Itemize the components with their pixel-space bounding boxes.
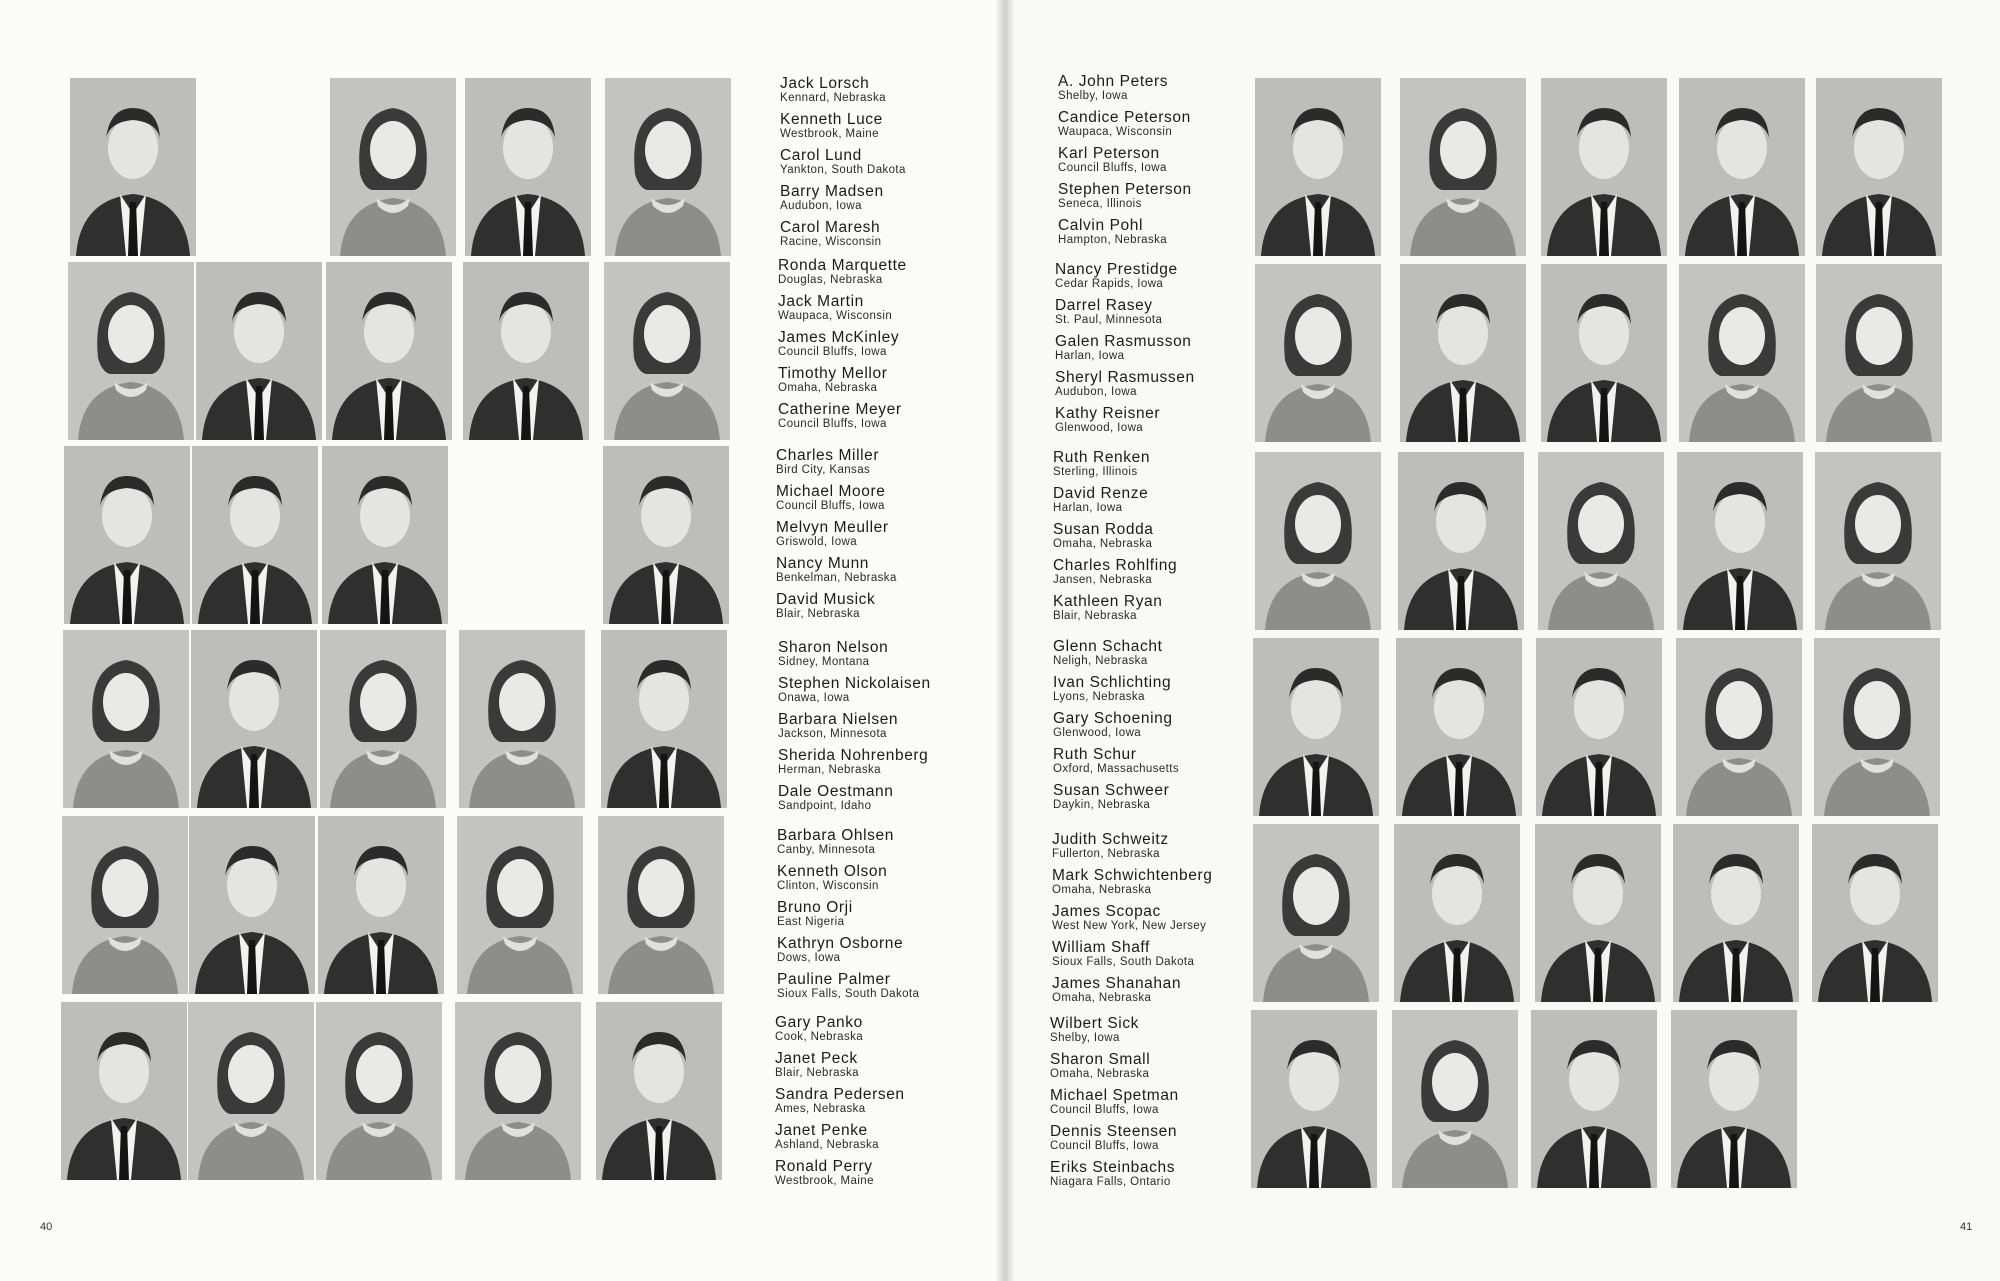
portrait-left-r5-c1 — [62, 816, 188, 994]
student-name: Susan Rodda — [1053, 521, 1154, 538]
student-name: Jack Lorsch — [780, 75, 870, 92]
student-hometown: Daykin, Nebraska — [1053, 799, 1151, 811]
student-hometown: Blair, Nebraska — [1053, 610, 1137, 622]
student-entry — [1050, 1016, 1310, 1044]
student-hometown: Harlan, Iowa — [1053, 502, 1123, 514]
portrait-left-r2-c3 — [326, 262, 452, 440]
student-hometown: Ames, Nebraska — [775, 1103, 866, 1115]
portrait-left-r6-c3 — [316, 1002, 442, 1180]
student-entry — [778, 294, 1038, 322]
student-name: Sheryl Rasmussen — [1055, 369, 1195, 386]
student-name: Darrel Rasey — [1055, 297, 1153, 314]
portrait-left-r2-c4 — [463, 262, 589, 440]
portrait-left-r6-c4 — [455, 1002, 581, 1180]
student-entry — [1053, 558, 1313, 586]
student-entry — [780, 220, 1040, 248]
portrait-right-r3-c5 — [1815, 452, 1941, 630]
student-entry — [777, 936, 1037, 964]
student-entry — [1050, 1124, 1310, 1152]
student-hometown: East Nigeria — [777, 916, 845, 928]
portrait-left-r4-c2 — [191, 630, 317, 808]
student-name: Eriks Steinbachs — [1050, 1159, 1176, 1176]
student-hometown: Westbrook, Maine — [780, 128, 879, 140]
portrait-left-r6-c5 — [596, 1002, 722, 1180]
student-name: Sharon Nelson — [778, 639, 889, 656]
student-hometown: Sterling, Illinois — [1053, 466, 1138, 478]
portrait-right-r6-c3 — [1531, 1010, 1657, 1188]
student-name: Pauline Palmer — [777, 971, 891, 988]
student-hometown: Westbrook, Maine — [775, 1175, 874, 1187]
student-hometown: Onawa, Iowa — [778, 692, 850, 704]
student-hometown: Kennard, Nebraska — [780, 92, 886, 104]
portrait-right-r1-c4 — [1679, 78, 1805, 256]
portrait-right-r6-c4 — [1671, 1010, 1797, 1188]
student-name: Catherine Meyer — [778, 401, 902, 418]
student-entry — [778, 784, 1038, 812]
portrait-left-r1-c1 — [70, 78, 196, 256]
student-entry — [778, 712, 1038, 740]
portrait-right-r6-c2 — [1392, 1010, 1518, 1188]
student-entry — [775, 1159, 1035, 1187]
student-entry — [1052, 940, 1312, 968]
student-entry — [780, 184, 1040, 212]
portrait-right-r5-c3 — [1535, 824, 1661, 1002]
student-hometown: Racine, Wisconsin — [780, 236, 882, 248]
portrait-right-r1-c5 — [1816, 78, 1942, 256]
student-hometown: Lyons, Nebraska — [1053, 691, 1145, 703]
student-name: Kenneth Luce — [780, 111, 883, 128]
student-hometown: Audubon, Iowa — [780, 200, 862, 212]
student-entry — [1055, 262, 1315, 290]
portrait-left-r6-c1 — [61, 1002, 187, 1180]
student-name: William Shaff — [1052, 939, 1150, 956]
student-hometown: Oxford, Massachusetts — [1053, 763, 1179, 775]
student-hometown: Shelby, Iowa — [1050, 1032, 1120, 1044]
student-entry — [1055, 298, 1315, 326]
student-name: Calvin Pohl — [1058, 217, 1144, 234]
student-hometown: St. Paul, Minnesota — [1055, 314, 1163, 326]
student-entry — [1050, 1088, 1310, 1116]
portrait-right-r2-c2 — [1400, 264, 1526, 442]
student-name: Susan Schweer — [1053, 782, 1170, 799]
student-hometown: Griswold, Iowa — [776, 536, 858, 548]
student-entry — [777, 828, 1037, 856]
student-name: David Musick — [776, 591, 876, 608]
student-entry — [1058, 218, 1318, 246]
student-name: Charles Rohlfing — [1053, 557, 1178, 574]
student-hometown: Herman, Nebraska — [778, 764, 881, 776]
portrait-left-r1-c3 — [330, 78, 456, 256]
student-name: Janet Peck — [775, 1050, 858, 1067]
student-entry — [1050, 1052, 1310, 1080]
student-entry — [1053, 675, 1313, 703]
portrait-right-r3-c2 — [1398, 452, 1524, 630]
student-hometown: Council Bluffs, Iowa — [1050, 1140, 1159, 1152]
student-name: James McKinley — [778, 329, 900, 346]
student-entry — [775, 1123, 1035, 1151]
student-hometown: Glenwood, Iowa — [1053, 727, 1142, 739]
student-entry — [1053, 639, 1313, 667]
student-entry — [775, 1051, 1035, 1079]
student-entry — [1058, 146, 1318, 174]
portrait-left-r4-c1 — [63, 630, 189, 808]
student-entry — [1053, 783, 1313, 811]
portrait-left-r5-c3 — [318, 816, 444, 994]
student-hometown: Waupaca, Wisconsin — [778, 310, 893, 322]
student-entry — [776, 556, 1036, 584]
student-hometown: Omaha, Nebraska — [1052, 884, 1152, 896]
student-hometown: Hampton, Nebraska — [1058, 234, 1168, 246]
student-entry — [1053, 594, 1313, 622]
student-hometown: Canby, Minnesota — [777, 844, 876, 856]
student-hometown: Bird City, Kansas — [776, 464, 871, 476]
student-entry — [778, 676, 1038, 704]
student-name: Sandra Pedersen — [775, 1086, 905, 1103]
student-entry — [778, 258, 1038, 286]
student-hometown: Audubon, Iowa — [1055, 386, 1137, 398]
student-entry — [1052, 904, 1312, 932]
student-name: Charles Miller — [776, 447, 880, 464]
student-hometown: Omaha, Nebraska — [1050, 1068, 1150, 1080]
portrait-right-r1-c2 — [1400, 78, 1526, 256]
student-name: Kathryn Osborne — [777, 935, 904, 952]
student-hometown: Seneca, Illinois — [1058, 198, 1142, 210]
student-entry — [1055, 370, 1315, 398]
student-entry — [780, 112, 1040, 140]
student-entry — [778, 748, 1038, 776]
student-entry — [1053, 747, 1313, 775]
page-number-right: 41 — [1960, 1221, 1973, 1233]
student-name: Ruth Schur — [1053, 746, 1137, 763]
student-entry — [1058, 74, 1318, 102]
student-hometown: Omaha, Nebraska — [778, 382, 878, 394]
student-name: Karl Peterson — [1058, 145, 1160, 162]
student-name: Barbara Nielsen — [778, 711, 899, 728]
student-entry — [1053, 711, 1313, 739]
portrait-right-r2-c4 — [1679, 264, 1805, 442]
student-name: Timothy Mellor — [778, 365, 888, 382]
student-hometown: Harlan, Iowa — [1055, 350, 1125, 362]
portrait-left-r5-c5 — [598, 816, 724, 994]
student-entry — [1050, 1160, 1310, 1188]
student-entry — [1052, 976, 1312, 1004]
student-entry — [777, 972, 1037, 1000]
student-hometown: Glenwood, Iowa — [1055, 422, 1144, 434]
portrait-right-r4-c2 — [1396, 638, 1522, 816]
portrait-right-r2-c3 — [1541, 264, 1667, 442]
portrait-left-r1-c5 — [605, 78, 731, 256]
student-name: Dale Oestmann — [778, 783, 894, 800]
student-name: Stephen Nickolaisen — [778, 675, 931, 692]
student-hometown: Clinton, Wisconsin — [777, 880, 879, 892]
student-entry — [776, 448, 1036, 476]
student-name: Wilbert Sick — [1050, 1015, 1140, 1032]
student-hometown: Niagara Falls, Ontario — [1050, 1176, 1171, 1188]
student-hometown: Douglas, Nebraska — [778, 274, 883, 286]
student-hometown: Dows, Iowa — [777, 952, 841, 964]
student-name: Kathy Reisner — [1055, 405, 1161, 422]
student-hometown: West New York, New Jersey — [1052, 920, 1207, 932]
student-name: Dennis Steensen — [1050, 1123, 1178, 1140]
student-hometown: Council Bluffs, Iowa — [1058, 162, 1167, 174]
student-name: Candice Peterson — [1058, 109, 1191, 126]
student-name: Nancy Prestidge — [1055, 261, 1178, 278]
student-hometown: Cook, Nebraska — [775, 1031, 864, 1043]
student-hometown: Blair, Nebraska — [775, 1067, 859, 1079]
portrait-right-r4-c5 — [1814, 638, 1940, 816]
student-name: Sharon Small — [1050, 1051, 1151, 1068]
student-name: Stephen Peterson — [1058, 181, 1192, 198]
student-entry — [1058, 182, 1318, 210]
student-hometown: Shelby, Iowa — [1058, 90, 1128, 102]
student-entry — [1058, 110, 1318, 138]
student-name: Nancy Munn — [776, 555, 870, 572]
student-hometown: Omaha, Nebraska — [1053, 538, 1153, 550]
student-name: Galen Rasmusson — [1055, 333, 1192, 350]
student-hometown: Neligh, Nebraska — [1053, 655, 1148, 667]
page-number-left: 40 — [40, 1221, 53, 1233]
student-hometown: Council Bluffs, Iowa — [1050, 1104, 1159, 1116]
student-name: Barry Madsen — [780, 183, 884, 200]
student-entry — [1052, 832, 1312, 860]
portrait-left-r1-c4 — [465, 78, 591, 256]
student-entry — [775, 1087, 1035, 1115]
student-entry — [778, 640, 1038, 668]
student-hometown: Jackson, Minnesota — [778, 728, 887, 740]
portrait-right-r5-c4 — [1673, 824, 1799, 1002]
student-hometown: Cedar Rapids, Iowa — [1055, 278, 1164, 290]
portrait-left-r2-c5 — [604, 262, 730, 440]
student-name: Jack Martin — [778, 293, 864, 310]
student-hometown: Council Bluffs, Iowa — [778, 418, 887, 430]
student-name: Mark Schwichtenberg — [1052, 867, 1213, 884]
student-hometown: Benkelman, Nebraska — [776, 572, 897, 584]
student-name: Ruth Renken — [1053, 449, 1151, 466]
portrait-left-r6-c2 — [188, 1002, 314, 1180]
student-name: David Renze — [1053, 485, 1149, 502]
portrait-right-r5-c5 — [1812, 824, 1938, 1002]
student-entry — [1052, 868, 1312, 896]
portrait-left-r3-c2 — [192, 446, 318, 624]
student-entry — [1053, 450, 1313, 478]
student-hometown: Sidney, Montana — [778, 656, 870, 668]
student-hometown: Council Bluffs, Iowa — [778, 346, 887, 358]
student-entry — [777, 864, 1037, 892]
portrait-right-r3-c4 — [1677, 452, 1803, 630]
student-entry — [776, 520, 1036, 548]
student-name: Carol Maresh — [780, 219, 881, 236]
portrait-left-r4-c5 — [601, 630, 727, 808]
student-name: Judith Schweitz — [1052, 831, 1169, 848]
student-entry — [1053, 522, 1313, 550]
portrait-right-r1-c3 — [1541, 78, 1667, 256]
student-entry — [778, 366, 1038, 394]
student-name: Melvyn Meuller — [776, 519, 889, 536]
portrait-left-r2-c2 — [196, 262, 322, 440]
portrait-right-r4-c3 — [1536, 638, 1662, 816]
student-name: Ronald Perry — [775, 1158, 873, 1175]
student-name: Ivan Schlichting — [1053, 674, 1172, 691]
student-name: Glenn Schacht — [1053, 638, 1163, 655]
student-name: Gary Schoening — [1053, 710, 1173, 727]
student-hometown: Blair, Nebraska — [776, 608, 860, 620]
student-name: James Scopac — [1052, 903, 1161, 920]
student-name: Michael Moore — [776, 483, 886, 500]
portrait-left-r4-c4 — [459, 630, 585, 808]
student-name: A. John Peters — [1058, 73, 1169, 90]
portrait-right-r4-c4 — [1676, 638, 1802, 816]
student-name: Gary Panko — [775, 1014, 863, 1031]
portrait-right-r3-c3 — [1538, 452, 1664, 630]
student-name: Bruno Orji — [777, 899, 853, 916]
student-entry — [1055, 406, 1315, 434]
student-entry — [776, 484, 1036, 512]
student-name: Kathleen Ryan — [1053, 593, 1163, 610]
student-name: Kenneth Olson — [777, 863, 888, 880]
student-hometown: Yankton, South Dakota — [780, 164, 906, 176]
portrait-left-r5-c2 — [189, 816, 315, 994]
student-entry — [777, 900, 1037, 928]
student-entry — [778, 330, 1038, 358]
student-entry — [776, 592, 1036, 620]
portrait-left-r5-c4 — [457, 816, 583, 994]
student-hometown: Waupaca, Wisconsin — [1058, 126, 1173, 138]
student-hometown: Fullerton, Nebraska — [1052, 848, 1160, 860]
student-name: Michael Spetman — [1050, 1087, 1179, 1104]
student-entry — [1053, 486, 1313, 514]
portrait-left-r4-c3 — [320, 630, 446, 808]
student-hometown: Omaha, Nebraska — [1052, 992, 1152, 1004]
student-hometown: Sioux Falls, South Dakota — [1052, 956, 1195, 968]
portrait-left-r3-c3 — [322, 446, 448, 624]
portrait-left-r2-c1 — [68, 262, 194, 440]
portrait-right-r2-c5 — [1816, 264, 1942, 442]
student-entry — [778, 402, 1038, 430]
student-entry — [1055, 334, 1315, 362]
student-hometown: Ashland, Nebraska — [775, 1139, 879, 1151]
student-name: Ronda Marquette — [778, 257, 907, 274]
student-hometown: Jansen, Nebraska — [1053, 574, 1153, 586]
student-name: Barbara Ohlsen — [777, 827, 894, 844]
student-name: James Shanahan — [1052, 975, 1182, 992]
student-entry — [780, 76, 1040, 104]
student-hometown: Sandpoint, Idaho — [778, 800, 872, 812]
portrait-left-r3-c1 — [64, 446, 190, 624]
student-name: Sherida Nohrenberg — [778, 747, 929, 764]
student-hometown: Council Bluffs, Iowa — [776, 500, 885, 512]
portrait-right-r5-c2 — [1394, 824, 1520, 1002]
student-entry — [780, 148, 1040, 176]
portrait-left-r3-c5 — [603, 446, 729, 624]
student-entry — [775, 1015, 1035, 1043]
student-hometown: Sioux Falls, South Dakota — [777, 988, 920, 1000]
student-name: Carol Lund — [780, 147, 862, 164]
student-name: Janet Penke — [775, 1122, 868, 1139]
